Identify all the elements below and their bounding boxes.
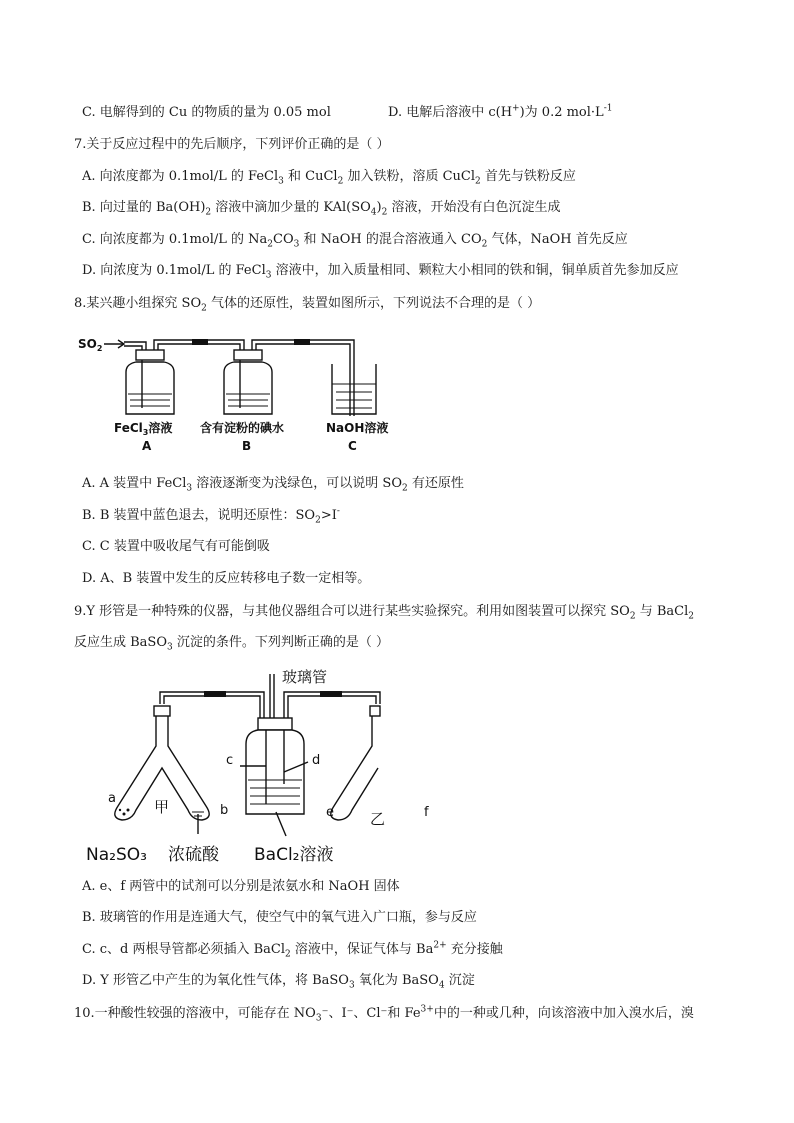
q9-stem-line2: 反应生成 BaSO$_3$ 沉淀的条件。下列判断正确的是（ ）	[74, 635, 389, 653]
q9-label-na2so3: Na₂SO₃	[86, 845, 147, 865]
q9-label-bacl2: BaCl₂溶液	[254, 845, 334, 865]
q7-option-a: A. 向浓度都为 0.1mol/L 的 FeCl$_3$ 和 CuCl$_2$ 加入铁粉，溶质 CuCl$_2$ 首先与铁粉反应	[82, 169, 576, 187]
q8-letter-a: A	[142, 439, 152, 453]
q9-option-a: A. e、f 两管中的试剂可以分别是浓氨水和 NaOH 固体	[82, 879, 400, 894]
q9-apparatus-figure	[80, 664, 429, 869]
q7-option-b: B. 向过量的 $Ba(OH)_2$ 溶液中滴加少量的 $KAl(SO_4)_2$ 溶液，开始没有白色沉淀生成	[82, 200, 561, 218]
q9-option-b: B. 玻璃管的作用是连通大气，使空气中的氧气进入广口瓶，参与反应	[82, 910, 477, 925]
q8-label-a: FeCl$_3$溶液	[114, 421, 173, 437]
q9-letter-f: f	[424, 805, 429, 820]
q7-option-d: D. 向浓度为 0.1mol/L 的 FeCl$_3$ 溶液中，加入质量相同、颗粒大小相同的铁和铜，铜单质首先参加反应	[82, 263, 679, 281]
q9-letter-a: a	[108, 791, 116, 806]
q9-label-jia: 甲	[154, 798, 170, 816]
q6-option-d: D. 电解后溶液中 c(H+)为 0.2 $mol\cdot L^{-1}$	[388, 103, 613, 120]
q8-option-b: B. B 装置中蓝色退去，说明还原性：$SO_2>I^-$	[82, 506, 340, 526]
q9-option-d: D. Y 形管乙中产生的为氧化性气体，将 BaSO$_3$ 氧化为 BaSO$_4$ 沉淀	[82, 973, 475, 991]
q9-option-c: C. c、d 两根导管都必须插入 BaCl$_2$ 溶液中，保证气体与 $Ba^{2+}$ 充分接触	[82, 940, 503, 960]
q8-label-b: 含有淀粉的碘水	[200, 421, 285, 435]
q9-glass-tube-label: 玻璃管	[282, 668, 328, 686]
q9-letter-b: b	[220, 803, 229, 818]
q9-letter-c: c	[226, 753, 234, 768]
q9-letter-e: e	[326, 805, 334, 820]
q8-stem: 8.某兴趣小组探究 $SO_2$ 气体的还原性，装置如图所示，下列说法不合理的是（ ）	[74, 296, 541, 314]
q8-label-c: NaOH溶液	[326, 421, 389, 435]
q8-apparatus-figure	[76, 328, 396, 460]
q6-option-c: C. 电解得到的 Cu 的物质的量为 0.05 mol	[82, 105, 331, 120]
q8-inlet-label: $SO_2$	[78, 337, 103, 353]
q9-letter-d: d	[312, 753, 321, 768]
q10-stem: 10.一种酸性较强的溶液中，可能存在 $NO_3^-$、I⁻、Cl⁻和 $Fe^{3+}$中的一种或几种，向该溶液中加入溴水后，溴	[74, 1004, 694, 1024]
q9-stem-line1: 9.Y 形管是一种特殊的仪器，与其他仪器组合可以进行某些实验探究。利用如图装置可以探究 $SO_2$ 与 BaCl$_2$	[74, 604, 694, 622]
q8-letter-b: B	[242, 439, 252, 453]
q7-option-c: C. 向浓度都为 0.1mol/L 的 $Na_2CO_3$ 和 NaOH 的混合溶液通入 $CO_2$ 气体，NaOH 首先反应	[82, 232, 628, 250]
q8-option-a: A. A 装置中 FeCl$_3$ 溶液逐渐变为浅绿色，可以说明 $SO_2$ 有还原性	[82, 476, 464, 494]
q8-option-d: D. A、B 装置中发生的反应转移电子数一定相等。	[82, 571, 371, 586]
q9-label-yi: 乙	[370, 810, 386, 828]
q7-stem: 7.关于反应过程中的先后顺序，下列评价正确的是（ ）	[74, 137, 390, 152]
q8-letter-c: C	[348, 439, 357, 453]
q8-option-c: C. C 装置中吸收尾气有可能倒吸	[82, 539, 270, 554]
q9-label-acid: 浓硫酸	[168, 845, 219, 865]
